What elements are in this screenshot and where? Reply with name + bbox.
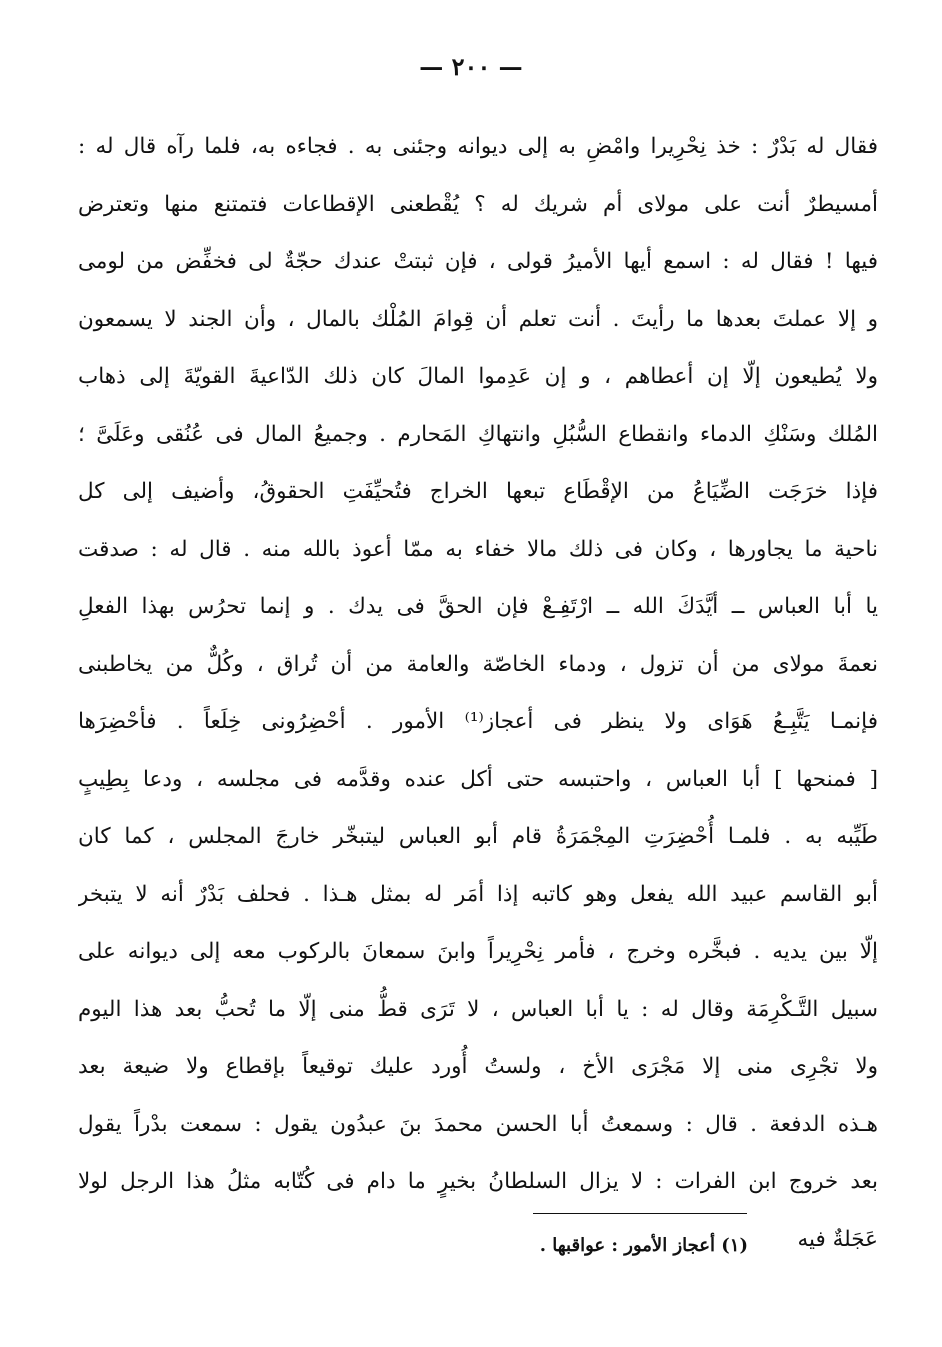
- text-line: و إلا عملتَ بعدها ما رأيتَ . أنت تعلم أن قِوامَ المُلْك بالمال ، وأن الجند لا يسمعون: [78, 306, 878, 332]
- text-line: نعمةَ مولاى من أن تزول ، ودماء الخاصّة والعامة من أن تُراق ، وكُلٌّ من يخاطبنى: [78, 651, 878, 677]
- text-line: المُلك وسَنْكِ الدماء وانقطاع السُّبُلِ وانتهاكِ المَحارم . وجميعُ المال فى عُنُقى وعَلَىَّ ؛: [78, 421, 878, 447]
- text-line: طَيِّبه به . فلمـا أُحْضِرَتِ المِجْمَرَةُ قام أبو العباس ليتبخّر خارجَ المجلس ، كما كان: [78, 824, 878, 849]
- footnote-divider: [533, 1213, 747, 1214]
- footnote: (١) أعجاز الأمور : عواقبها .: [539, 1235, 748, 1256]
- text-line: ولا تجْرِى منى إلا مَجْرَى الأخ ، ولستُ أُورد عليك توقيعاً بإقطاع ولا ضيعة بعد: [78, 1054, 878, 1079]
- text-line: بعد خروج ابن الفرات : لا يزال السلطانُ بخيرٍ ما دام فى كُتّابه مثلُ هذا الرجل لولا: [78, 1169, 878, 1194]
- text-line: أبو القاسم عبيد الله يفعل وهو كاتبه إذا أمَر له بمثل هـذا . فحلف بَدْرٌ أنه لا يتبخر: [78, 881, 878, 907]
- text-line: فيها ! فقال له : اسمع أيها الأميرُ قولى ، فإن ثبتتْ عندك حجّةٌ لى فخفِّض من لومى: [78, 249, 878, 274]
- text-line: [ فمنحها ] أبا العباس ، واحتبسه حتى أكل عنده وقدَّمه فى مجلسه ، ودعا بِطِيبٍ: [78, 766, 878, 792]
- body-text: [78, 118, 878, 1268]
- text-line: عَجَلةٌ فيه: [797, 1226, 878, 1252]
- text-line: إلّا بين يديه . فبخَّره وخرج ، فأمر نِحْرِيراً وابنَ سمعانَ بالركوب معه إلى ديوانه على: [78, 939, 878, 964]
- text-line: هـذه الدفعة . قال : وسمعتُ أبا الحسن محمدَ بنَ عبدُون يقول : سمعت بدْراً يقول: [78, 1111, 878, 1137]
- text-line: فإذا خرَجَت الضِّيَاعُ من الإقْطَاع تبعها الخراج فتُحيِّفَتِ الحقوقُ، وأضيف إلى كل: [78, 479, 878, 504]
- text-line: أمسيطرٌ أنت على مولاى أم شريك له ؟ يُقْطعنى الإقطاعات فتمتنع منها وتعترض: [78, 191, 878, 217]
- text-line: سبيل التَّـكْرِمَة وقال له : يا أبا العباس ، لا تَرَى قطُّ منى إلّا ما تُحبُّ بعد هذا اليوم: [78, 996, 878, 1022]
- text-line: ولا يُطيعون إلّا إن أعطاهم ، و إن عَدِموا المالَ كان ذلك الدّاعيةَ القويّةَ إلى ذهاب: [78, 364, 878, 389]
- text-line: فإنمـا يَتَّبِـعُ هَوَاى ولا ينظر فى أعجاز⁽¹⁾ الأمور . أحْضِرُونى خِلَعاً . فأحْضِرَها: [78, 709, 878, 734]
- text-line: يا أبا العباس ــ أيَّدَكَ الله ــ ارْتَفِـعْ فإن الحقَّ فى يدك . و إنما تحرُس بهذا الفعلِ: [78, 594, 878, 619]
- text-line: فقال له بَدْرٌ : خذ نِحْرِيرا وامْضِ به إلى ديوانه وجئنى به . فجاءه به، فلما رآه قال له :: [78, 134, 878, 159]
- page-number: — ٢٠٠ —: [419, 52, 523, 81]
- text-line: ناحية ما يجاورها ، وكان فى ذلك مالا خفاء به ممّا أعوذ بالله منه . قال له : صدقت: [78, 536, 878, 562]
